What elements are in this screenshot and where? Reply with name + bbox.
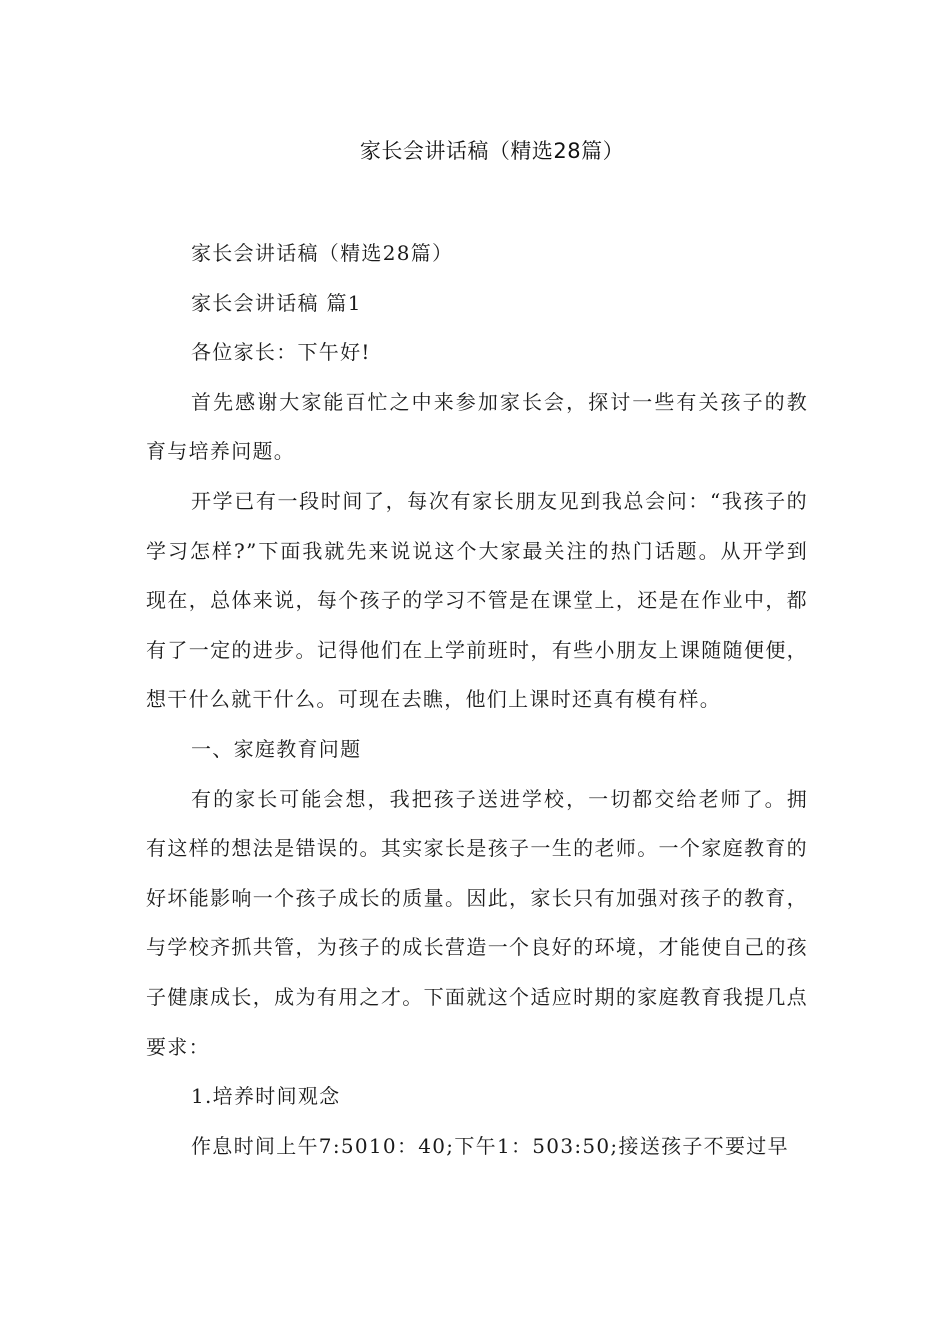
- paragraph-intro: 首先感谢大家能百忙之中来参加家长会，探讨一些有关孩子的教育与培养问题。: [146, 389, 808, 464]
- paragraph-greeting: 各位家长：下午好!: [191, 340, 371, 365]
- document-title: 家长会讲话稿（精选28篇）: [359, 139, 625, 163]
- paragraph-section-label: 家长会讲话稿 篇1: [191, 290, 362, 315]
- paragraph-family-education: 有的家长可能会想，我把孩子送进学校，一切都交给老师了。拥有这样的想法是错误的。其实家长是孩子一生的老师。一个家庭教育的好坏能影响一个孩子成长的质量。因此，家长只有加强对孩子的教育，与学校齐抓共管，为孩子的成长营造一个良好的环境，才能使自己的孩子健康成长，成为有用之才。下面就这个适应时期的家庭教育我提几点要求：: [146, 786, 808, 1059]
- paragraph-subheading-family-education: 一、家庭教育问题: [191, 736, 362, 761]
- paragraph-heading: 家长会讲话稿（精选28篇）: [191, 241, 454, 265]
- paragraph-subheading-time: 1.培养时间观念: [191, 1084, 341, 1109]
- document-body: [146, 229, 808, 1171]
- paragraph-learning: 开学已有一段时间了，每次有家长朋友见到我总会问：“我孩子的学习怎样?”下面我就先来说说这个大家最关注的热门话题。从开学到现在，总体来说，每个孩子的学习不管是在课堂上，还是在作业中，都有了一定的进步。记得他们在上学前班时，有些小朋友上课随随便便，想干什么就干什么。可现在去瞧，他们上课时还真有模有样。: [146, 488, 808, 712]
- paragraph-schedule: 作息时间上午7:5010：40;下午1：503:50;接送孩子不要过早: [191, 1133, 789, 1158]
